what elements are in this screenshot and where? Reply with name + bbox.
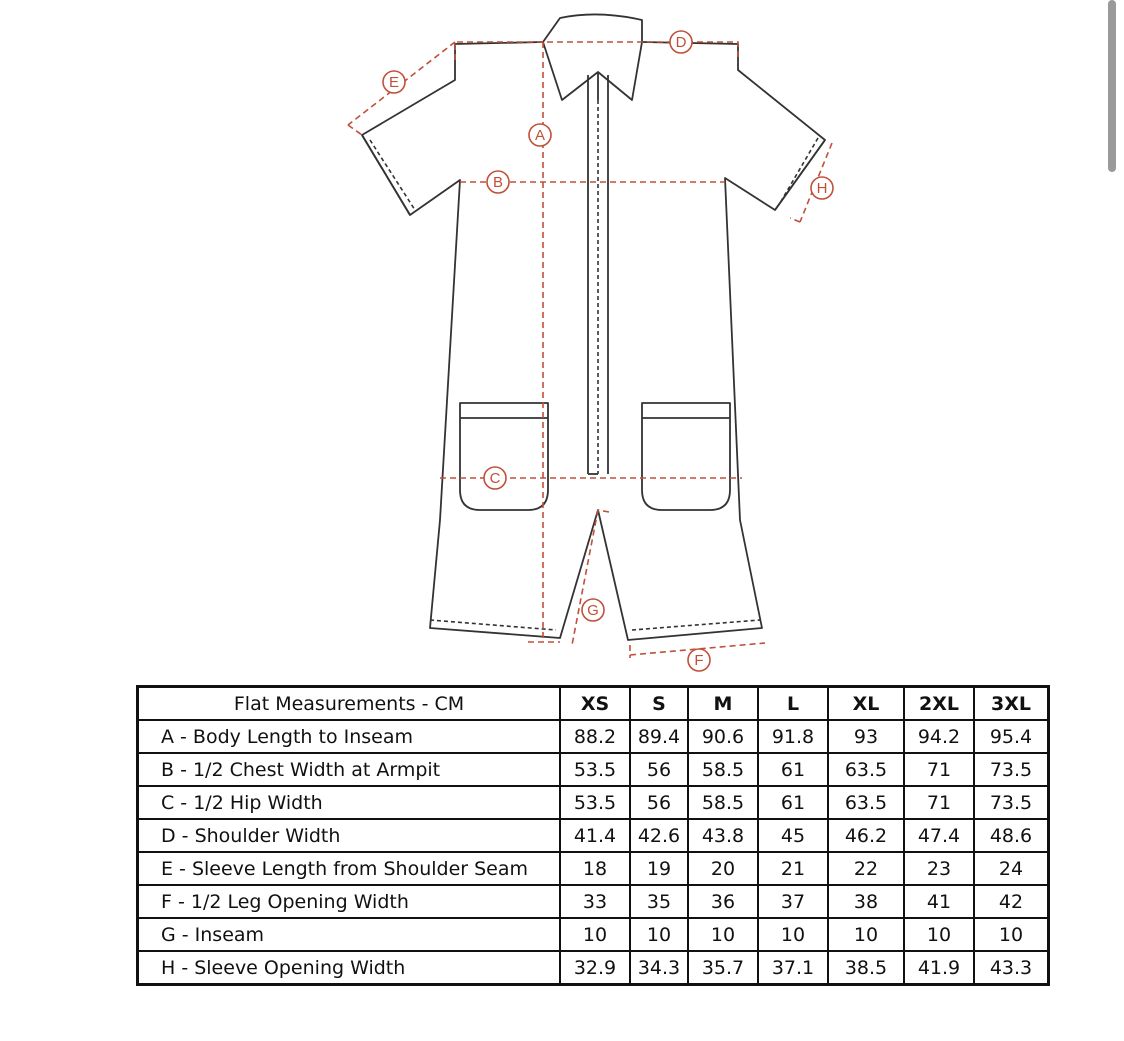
measurement-value: 19: [630, 852, 688, 885]
measurement-value: 37: [758, 885, 828, 918]
svg-text:B: B: [492, 174, 504, 191]
measurement-value: 10: [688, 918, 758, 951]
marker-g: [582, 599, 604, 621]
measurement-label: A - Body Length to Inseam: [138, 720, 561, 753]
measurement-value: 22: [828, 852, 904, 885]
size-chart-table: [136, 685, 1050, 986]
measurement-value: 88.2: [560, 720, 630, 753]
measurement-value: 18: [560, 852, 630, 885]
measurement-value: 94.2: [904, 720, 974, 753]
svg-text:F: F: [694, 652, 704, 669]
measurement-value: 41.9: [904, 951, 974, 985]
measurement-value: 43.3: [974, 951, 1049, 985]
measurement-value: 41: [904, 885, 974, 918]
header-cell: 3XL: [974, 687, 1049, 721]
table-row: [138, 786, 1049, 819]
measurement-value: 10: [630, 918, 688, 951]
marker-h: [811, 177, 833, 199]
measurement-value: 36: [688, 885, 758, 918]
measurement-value: 10: [758, 918, 828, 951]
svg-text:G: G: [587, 602, 599, 619]
measurement-value: 63.5: [828, 786, 904, 819]
measurement-value: 38: [828, 885, 904, 918]
measurement-value: 35: [630, 885, 688, 918]
measurement-value: 93: [828, 720, 904, 753]
measurement-value: 33: [560, 885, 630, 918]
measurement-value: 58.5: [688, 753, 758, 786]
measurement-label: F - 1/2 Leg Opening Width: [138, 885, 561, 918]
measurement-label: C - 1/2 Hip Width: [138, 786, 561, 819]
table-row: [138, 951, 1049, 985]
measurement-value: 91.8: [758, 720, 828, 753]
measurement-value: 24: [974, 852, 1049, 885]
measurement-value: 41.4: [560, 819, 630, 852]
measurement-label: D - Shoulder Width: [138, 819, 561, 852]
measurement-value: 56: [630, 786, 688, 819]
measurement-value: 95.4: [974, 720, 1049, 753]
measurement-label: H - Sleeve Opening Width: [138, 951, 561, 985]
svg-text:D: D: [675, 34, 687, 51]
measurement-value: 42: [974, 885, 1049, 918]
measurement-value: 10: [828, 918, 904, 951]
measurement-value: 21: [758, 852, 828, 885]
table-row: [138, 918, 1049, 951]
table-row: [138, 720, 1049, 753]
measurement-value: 43.8: [688, 819, 758, 852]
measurement-value: 20: [688, 852, 758, 885]
measurement-value: 61: [758, 786, 828, 819]
table-header-row: [138, 687, 1049, 721]
measurement-value: 56: [630, 753, 688, 786]
measurement-value: 71: [904, 786, 974, 819]
svg-text:E: E: [388, 74, 400, 91]
header-cell: Flat Measurements - CM: [138, 687, 561, 721]
table-row: [138, 885, 1049, 918]
measurement-value: 37.1: [758, 951, 828, 985]
measurement-value: 63.5: [828, 753, 904, 786]
measurement-label: B - 1/2 Chest Width at Armpit: [138, 753, 561, 786]
measurement-value: 53.5: [560, 786, 630, 819]
measurement-value: 53.5: [560, 753, 630, 786]
marker-d: [670, 31, 692, 53]
marker-e: [383, 71, 405, 93]
table-row: [138, 753, 1049, 786]
measurement-value: 35.7: [688, 951, 758, 985]
measurement-value: 10: [974, 918, 1049, 951]
measurement-value: 73.5: [974, 786, 1049, 819]
measurement-value: 46.2: [828, 819, 904, 852]
measurement-value: 71: [904, 753, 974, 786]
measurement-value: 38.5: [828, 951, 904, 985]
measurement-value: 32.9: [560, 951, 630, 985]
measurement-value: 61: [758, 753, 828, 786]
header-cell: L: [758, 687, 828, 721]
measurement-value: 90.6: [688, 720, 758, 753]
marker-f: [688, 649, 710, 671]
marker-a: [529, 124, 551, 146]
marker-b: [487, 171, 509, 193]
svg-text:H: H: [816, 180, 828, 197]
measurement-value: 47.4: [904, 819, 974, 852]
table-row: [138, 852, 1049, 885]
measurement-value: 45: [758, 819, 828, 852]
measurement-value: 48.6: [974, 819, 1049, 852]
table-body: [138, 720, 1049, 985]
measurement-value: 10: [560, 918, 630, 951]
measurement-value: 89.4: [630, 720, 688, 753]
measurement-value: 34.3: [630, 951, 688, 985]
measurement-value: 10: [904, 918, 974, 951]
header-cell: XS: [560, 687, 630, 721]
measurement-value: 58.5: [688, 786, 758, 819]
svg-text:C: C: [489, 470, 501, 487]
header-cell: 2XL: [904, 687, 974, 721]
measurement-guides: [348, 42, 832, 658]
header-cell: XL: [828, 687, 904, 721]
measurement-value: 42.6: [630, 819, 688, 852]
svg-text:A: A: [534, 127, 546, 144]
measurement-label: E - Sleeve Length from Shoulder Seam: [138, 852, 561, 885]
marker-c: [484, 467, 506, 489]
measurement-value: 23: [904, 852, 974, 885]
table-row: [138, 819, 1049, 852]
header-cell: S: [630, 687, 688, 721]
header-cell: M: [688, 687, 758, 721]
measurement-value: 73.5: [974, 753, 1049, 786]
romper-outline: [362, 14, 825, 640]
scrollbar-thumb[interactable]: [1108, 0, 1116, 172]
measurement-label: G - Inseam: [138, 918, 561, 951]
